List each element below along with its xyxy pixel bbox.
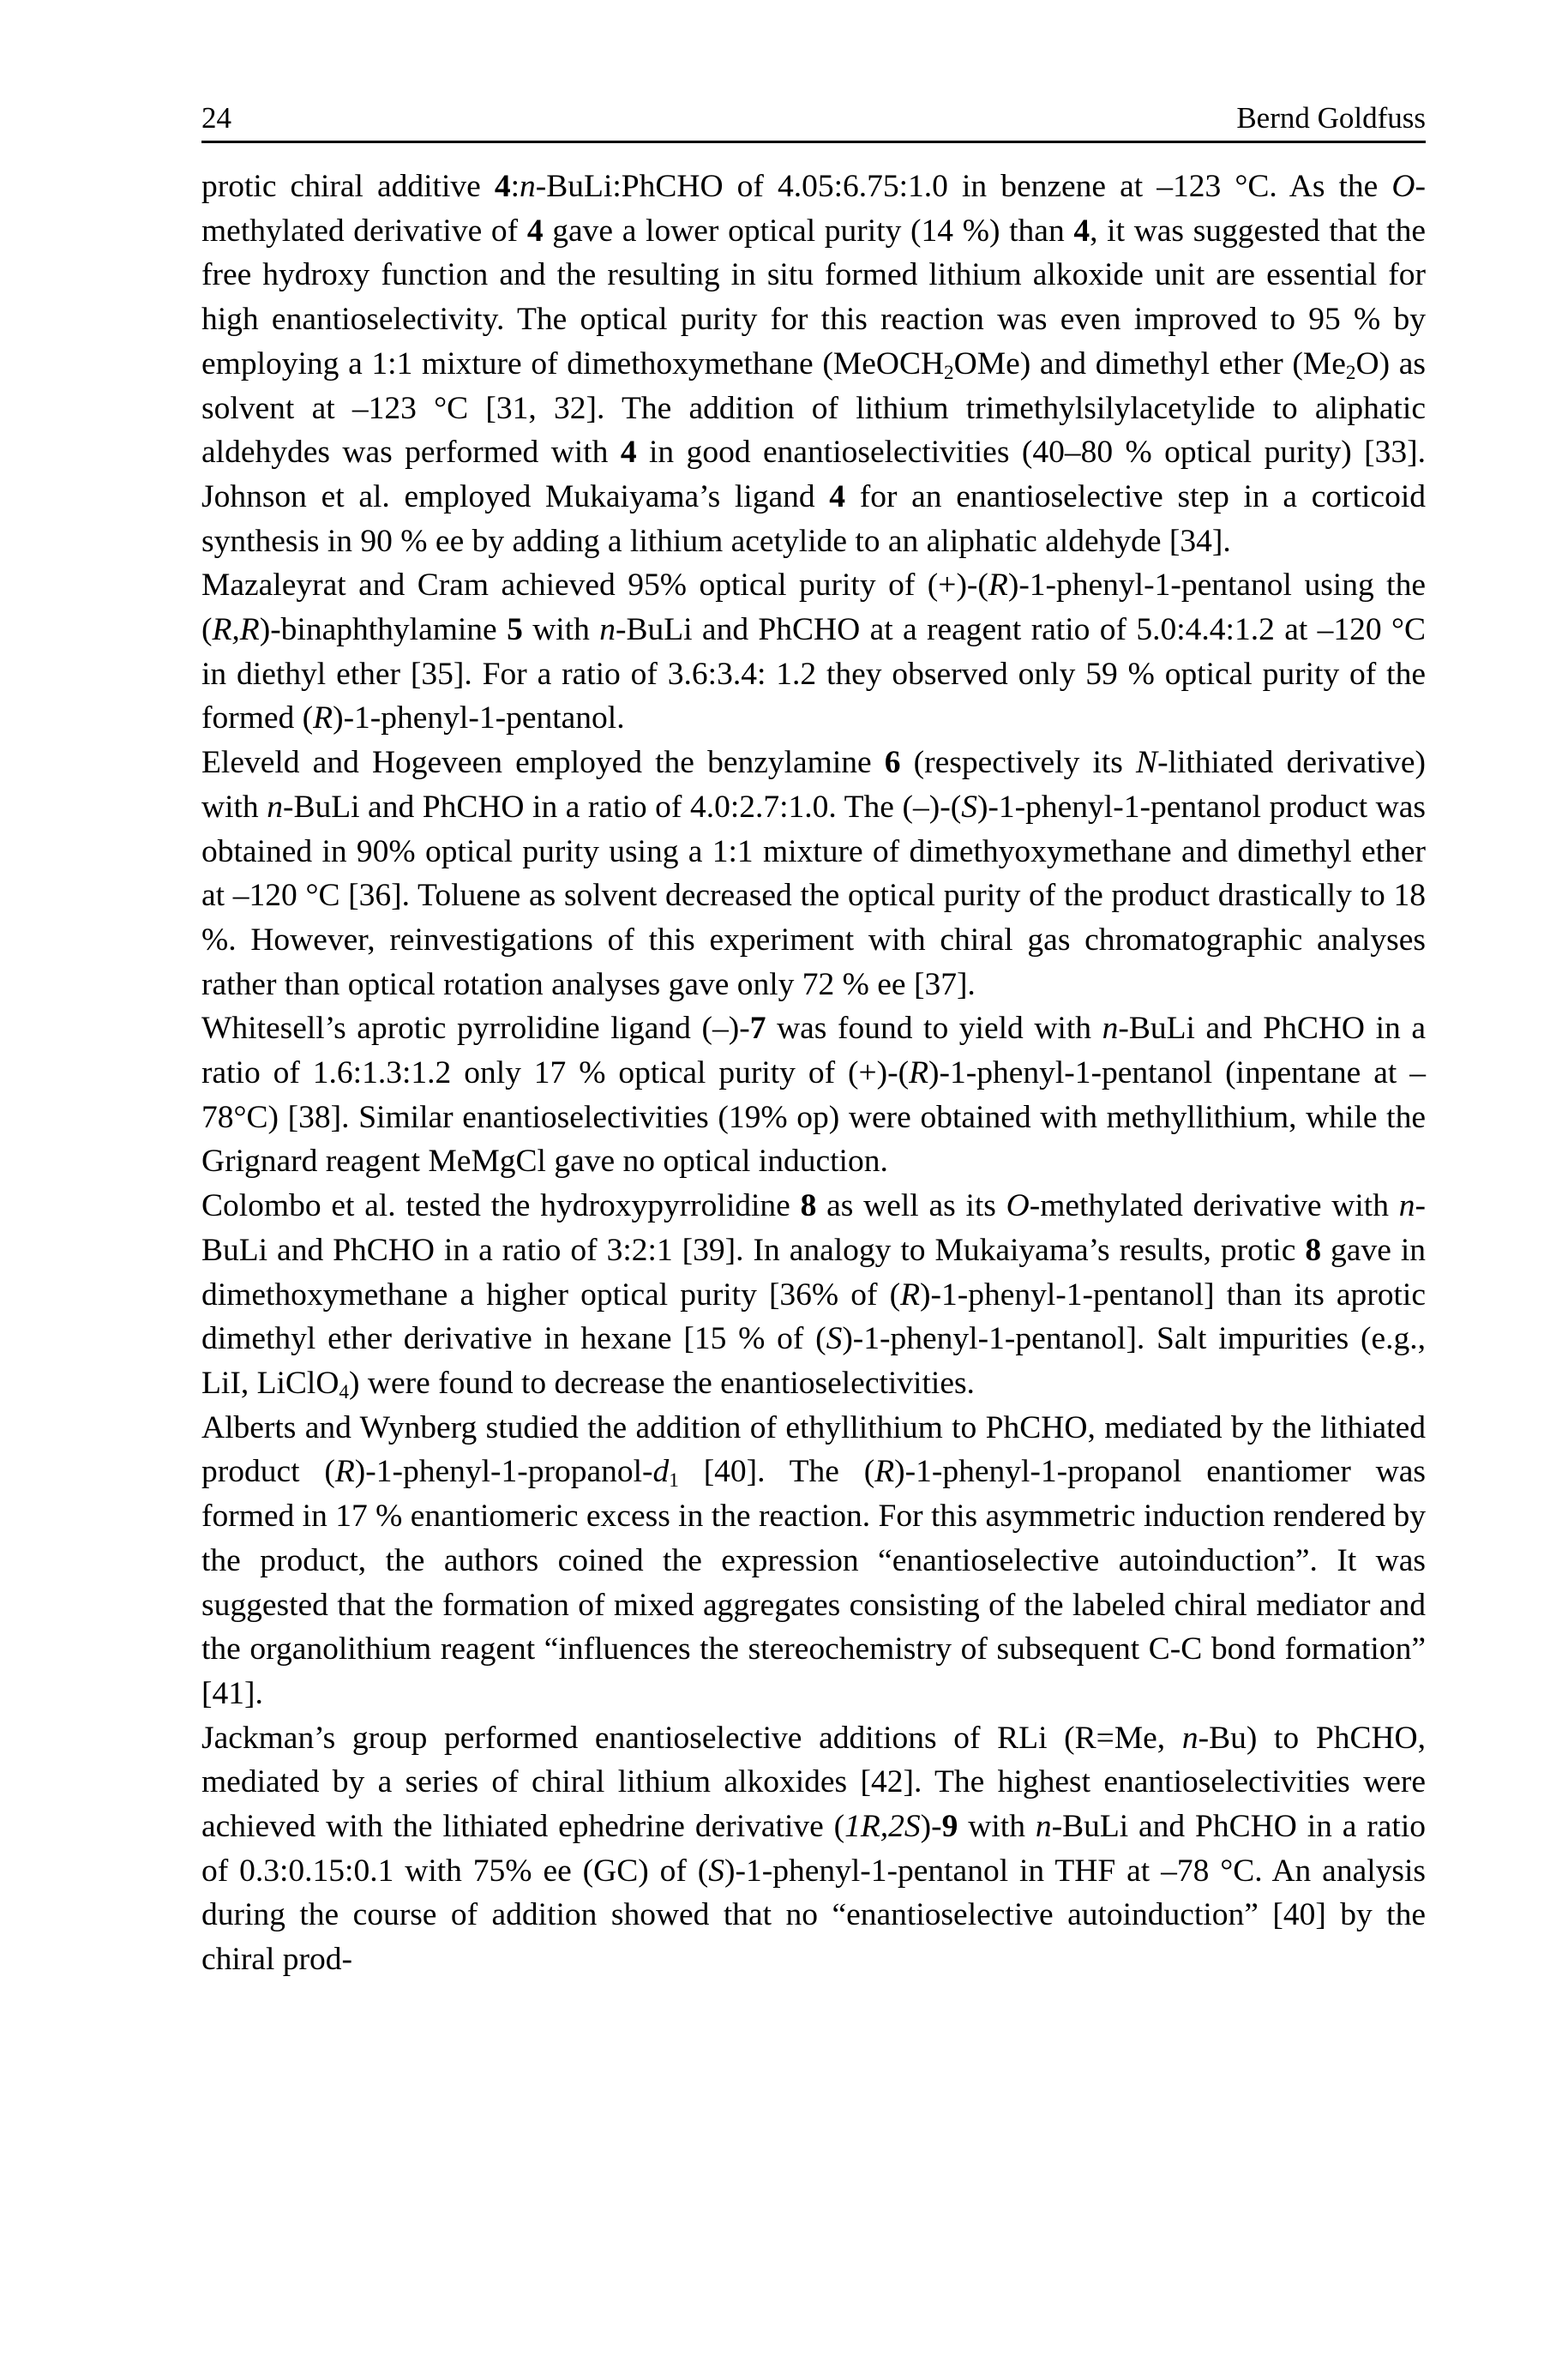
compound-number: 4 [526, 213, 544, 249]
compound-number: 4 [829, 478, 846, 514]
italic-text: N [1136, 745, 1158, 781]
compound-number: 7 [749, 1011, 766, 1047]
italic-text: O [1006, 1188, 1030, 1224]
compound-number: 5 [507, 612, 523, 648]
italic-text: R [313, 700, 333, 736]
paragraph-3: Eleveld and Hogeveen employed the benzylamine 6 (respectively its N-lithiated derivative) with n-BuLi and PhCHO in a ratio of 4.0:2.7:1.0. The (–)-(S)-1-phenyl-1-pentanol product was obtained in 90% optical purity using a 1:1 mixture of dimethyoxymethane and dimethyl ether at –120 °C [36]. Toluene as solvent decreased the optical purity of the product drastically to 18 %. However, reinvestigations of this experiment with chiral gas chromatographic analyses rather than optical rotation analyses gave only 72 % ee [37]. [201, 745, 1427, 1002]
italic-text: R [900, 1277, 920, 1313]
italic-text: S [708, 1853, 724, 1889]
italic-text: d [652, 1454, 670, 1490]
compound-number: 8 [800, 1188, 817, 1224]
compound-number: 4 [620, 435, 637, 471]
header-author: Bernd Goldfuss [1236, 101, 1426, 135]
italic-text: n [1102, 1011, 1119, 1047]
subscript: 1 [669, 1469, 679, 1493]
italic-text: S [961, 789, 977, 825]
compound-number: 6 [884, 745, 901, 781]
italic-text: R [988, 568, 1008, 604]
paragraph-5: Colombo et al. tested the hydroxypyrrolidine 8 as well as its O-methylated derivative with n-BuLi and PhCHO in a ratio of 3:2:1 [39]. In analogy to Mukaiyama’s results, protic 8 gave in dimethoxymethane a higher optical purity [36% of (R)-1-phenyl-1-pentanol] than its aprotic dimethyl ether derivative in hexane [15 % of (S)-1-phenyl-1-pentanol]. Salt impurities (e.g., LiI, LiClO$_4$) were found to decrease the enantioselectivities. [201, 1188, 1426, 1403]
paragraph-1: protic chiral additive 4:n-BuLi:PhCHO of 4.05:6.75:1.0 in benzene at –123 °C. As the O-methylated derivative of 4 gave a lower optical purity (14 %) than 4, it was suggested that the free hydroxy function and the resulting in situ formed lithium alkoxide unit are essential for high enantioselectivity. The optical purity for this reaction was even improved to 95 % by employing a 1:1 mixture of dimethoxymethane (MeOCH$_2$OMe) and dimethyl ether $(Me_2O)$ as solvent at –123 °C [31, 32]. The addition of lithium trimethylsilylacetylide to aliphatic aldehydes was performed with 4 in good enantioselectivities (40–80 % optical purity) [33]. Johnson et al. employed Mukaiyama’s ligand 4 for an enantioselective step in a corticoid synthesis in 90 % ee by adding a lithium acetylide to an aliphatic aldehyde [34]. [201, 169, 1426, 559]
subscript: 2 [1345, 361, 1356, 384]
italic-text: R [334, 1454, 355, 1490]
italic-text: n [267, 789, 283, 825]
italic-text: n [599, 612, 616, 648]
italic-text: n [520, 169, 536, 204]
italic-text: 1R,2S [844, 1809, 921, 1845]
italic-text: R,R [212, 612, 260, 648]
compound-number: 8 [1305, 1232, 1322, 1268]
page-number: 24 [201, 101, 231, 135]
paragraph-2: Mazaleyrat and Cram achieved 95% optical purity of (+)-(R)-1-phenyl-1-pentanol using the (R,R)-binaphthylamine 5 with n-BuLi and PhCHO at a reagent ratio of 5.0:4.4:1.2 at –120 °C in diethyl ether [35]. For a ratio of 3.6:3.4: 1.2 they observed only 59 % optical purity of the formed (R)-1-phenyl-1-pentanol. [201, 568, 1426, 736]
compound-number: 9 [941, 1809, 958, 1845]
body-text [201, 165, 1426, 1982]
subscript: 4 [339, 1380, 350, 1403]
italic-text: n [1181, 1720, 1199, 1756]
paragraph-4: Whitesell’s aprotic pyrrolidine ligand (–)-7 was found to yield with n-BuLi and PhCHO in a ratio of 1.6:1.3:1.2 only 17 % optical purity of (+)-(R)-1-phenyl-1-pentanol (inpentane at –78°C) [38]. Similar enantioselectivities (19% op) were obtained with methyllithium, while the Grignard reagent MeMgCl gave no optical induction. [201, 1011, 1426, 1180]
compound-number: 4 [494, 169, 511, 204]
italic-text: n [1035, 1809, 1052, 1845]
italic-text: R [874, 1454, 895, 1490]
running-header [201, 96, 1426, 143]
paragraph-6: Alberts and Wynberg studied the addition of ethyllithium to PhCHO, mediated by the lithiated product $(R)-1-phenyl-1-propanol-d_1$ [40]. The (R)-1-phenyl-1-propanol enantiomer was formed in 17 % enantiomeric excess in the reaction. For this asymmetric induction rendered by the product, the authors coined the expression “enantioselective autoinduction”. It was suggested that the formation of mixed aggregates consisting of the labeled chiral mediator and the organolithium reagent “influences the stereochemistry of subsequent C-C bond formation” [41]. [201, 1409, 1426, 1711]
compound-number: 4 [1073, 213, 1090, 249]
paragraph-7: Jackman’s group performed enantioselective additions of RLi (R=Me, n-Bu) to PhCHO, mediated by a series of chiral lithium alkoxides [42]. The highest enantioselectivities were achieved with the lithiated ephedrine derivative (1R,2S)-9 with n-BuLi and PhCHO in a ratio of 0.3:0.15:0.1 with 75% ee (GC) of (S)-1-phenyl-1-pentanol in THF at –78 °C. An analysis during the course of addition showed that no “enantioselective autoinduction” [40] by the chiral prod- [201, 1720, 1427, 1978]
italic-text: R [909, 1055, 929, 1091]
italic-text: O [1391, 169, 1415, 204]
italic-text: n [1398, 1188, 1415, 1224]
italic-text: S [826, 1321, 843, 1357]
subscript: 2 [944, 361, 954, 384]
